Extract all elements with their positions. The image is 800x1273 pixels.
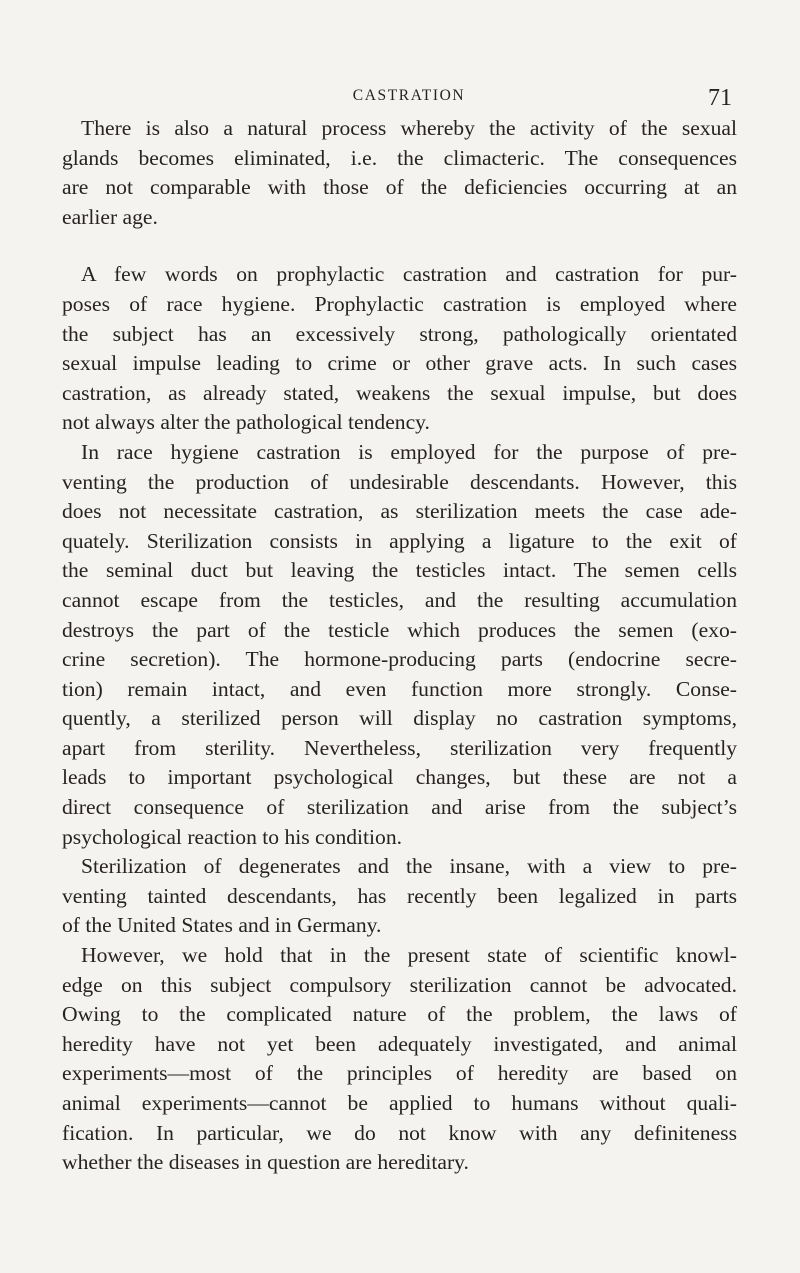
page-number: 71 [708,85,732,111]
text-line: Sterilization of degenerates and the insane, with a view to pre- [81,854,737,879]
text-line: crine secretion). The hormone-producing parts (endocrine secre- [62,647,737,672]
paragraph-3 [62,438,737,852]
text-line: castration, as already stated, weakens the sexual impulse, but does [62,380,737,405]
text-line: A few words on prophylactic castration and castration for pur- [81,262,737,287]
text-line: direct consequence of sterilization and arise from the subject’s [62,795,737,820]
paragraph-gap [62,232,737,260]
text-line: fication. In particular, we do not know with any definiteness [62,1120,737,1145]
text-line: of the United States and in Germany. [62,913,382,938]
text-line: There is also a natural process whereby the activity of the sexual [81,116,737,140]
text-line: whether the diseases in question are hereditary. [62,1150,469,1175]
paragraph-5 [62,941,737,1178]
text-line: animal experiments—cannot be applied to humans without quali- [62,1091,737,1115]
text-line: apart from sterility. Nevertheless, sterilization very frequently [62,735,737,760]
text-line: venting tainted descendants, has recently been legalized in parts [62,883,737,908]
text-line: are not comparable with those of the deficiencies occurring at an [62,175,737,200]
text-line: tion) remain intact, and even function more strongly. Conse- [62,676,737,701]
text-line: However, we hold that in the present state of scientific knowl- [81,943,737,968]
running-head: CASTRATION [352,87,466,104]
text-line: destroys the part of the testicle which produces the semen (exo- [62,617,737,642]
text-line: glands becomes eliminated, i.e. the climacteric. The consequences [62,145,737,170]
text-line: the subject has an excessively strong, pathologically orientated [62,321,737,346]
paragraph-2 [62,260,737,438]
text-line: psychological reaction to his condition. [62,824,403,849]
text-line: venting the production of undesirable descendants. However, this [62,469,737,494]
text-line: poses of race hygiene. Prophylactic castration is employed where [62,291,737,316]
text-line: quately. Sterilization consists in applying a ligature to the exit of [62,528,737,553]
text-line: the seminal duct but leaving the testicles intact. The semen cells [62,558,737,583]
text-line: Owing to the complicated nature of the problem, the laws of [62,1002,737,1027]
text-line: cannot escape from the testicles, and the resulting accumulation [62,587,737,612]
text-line: heredity have not yet been adequately investigated, and animal [62,1031,737,1056]
text-line: experiments—most of the principles of heredity are based on [62,1061,737,1086]
body-text [62,114,737,1178]
text-line: edge on this subject compulsory sterilization cannot be advocated. [62,972,737,997]
text-line: not always alter the pathological tendency. [62,410,430,435]
text-line: In race hygiene castration is employed for the purpose of pre- [81,439,737,464]
text-line: sexual impulse leading to crime or other grave acts. In such cases [62,351,737,376]
paragraph-4 [62,852,737,941]
text-line: does not necessitate castration, as sterilization meets the case ade- [62,499,737,524]
text-line: earlier age. [62,204,158,229]
text-line: quently, a sterilized person will display no castration symptoms, [62,706,737,731]
paragraph-1 [62,114,737,232]
text-line: leads to important psychological changes, but these are not a [62,765,737,790]
